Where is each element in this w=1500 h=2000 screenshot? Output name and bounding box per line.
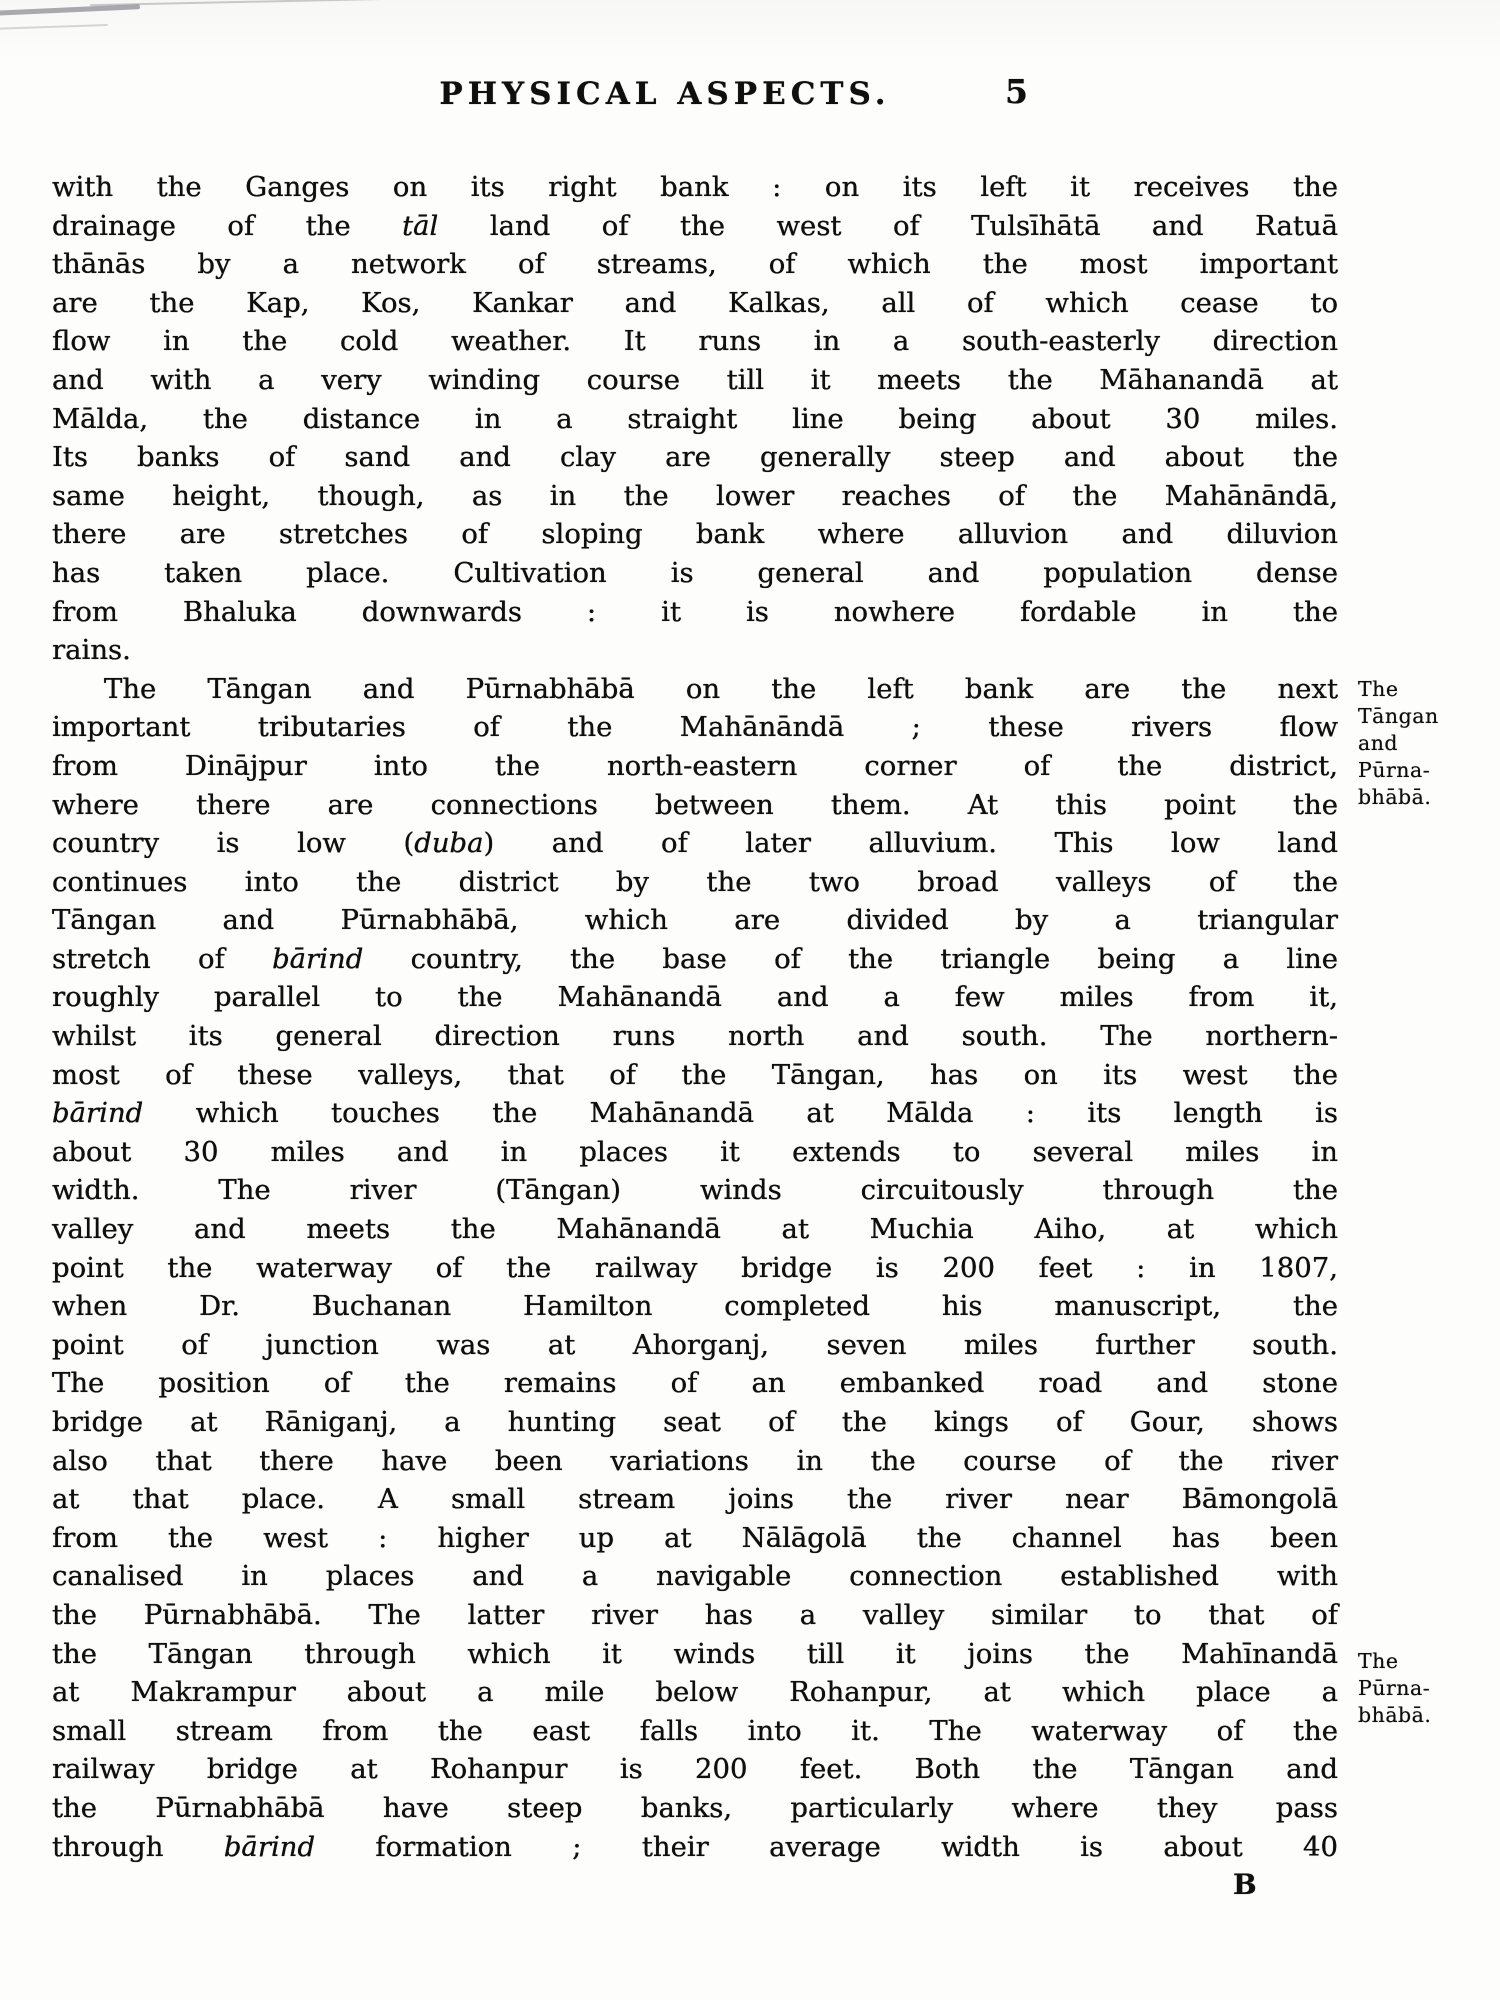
text-line: also that there have been variations in the course of the river [52, 1444, 1338, 1477]
text-line: Pūrna- [1358, 1676, 1431, 1700]
text-line: width. The river (Tāngan) winds circuitously through the [52, 1174, 1338, 1207]
text-line: the Tāngan through which it winds till it joins the Mahīnandā [52, 1637, 1338, 1670]
text-line: The Tāngan and Pūrnabhābā on the left bank are the next [104, 672, 1338, 705]
text-line: point of junction was at Ahorganj, seven miles further south. [52, 1328, 1338, 1361]
page-number: 5 [1005, 72, 1028, 111]
text-line: through bārind formation ; their average width is about 40 [52, 1830, 1338, 1863]
text-line: from Dinājpur into the north-eastern corner of the district, [52, 749, 1338, 782]
paragraph-2 [52, 670, 1338, 1866]
text-line: thānās by a network of streams, of which the most important [52, 248, 1338, 281]
text-line: Mālda, the distance in a straight line being about 30 miles. [52, 402, 1338, 435]
scan-artifact [0, 4, 140, 17]
text-line: valley and meets the Mahānandā at Muchia Aiho, at which [52, 1213, 1338, 1246]
text-line: Tāngan [1358, 704, 1439, 728]
text-line: with the Ganges on its right bank : on its left it receives the [52, 171, 1338, 203]
text-line: from the west : higher up at Nālāgolā the channel has been [52, 1521, 1338, 1554]
text-line: the Pūrnabhābā. The latter river has a valley similar to that of [52, 1598, 1338, 1631]
text-line: rains. [52, 634, 131, 667]
text-line: flow in the cold weather. It runs in a south-easterly direction [52, 325, 1338, 358]
paragraph-1 [52, 168, 1338, 670]
text-line: bārind which touches the Mahānandā at Mālda : its length is [52, 1097, 1338, 1130]
text-line: The [1358, 677, 1399, 701]
text-line: has taken place. Cultivation is general and population dense [52, 556, 1338, 589]
text-line: when Dr. Buchanan Hamilton completed his manuscript, the [52, 1290, 1338, 1323]
text-line: canalised in places and a navigable connection established with [52, 1560, 1338, 1593]
signature-mark: B [1233, 1868, 1258, 1901]
text-line: bhābā. [1358, 785, 1432, 809]
text-line: drainage of the tāl land of the west of Tulsīhātā and Ratuā [52, 209, 1338, 242]
text-line: railway bridge at Rohanpur is 200 feet. Both the Tāngan and [52, 1753, 1338, 1786]
text-line: country is low (duba) and of later alluvium. This low land [52, 827, 1338, 860]
text-line: are the Kap, Kos, Kankar and Kalkas, all of which cease to [52, 286, 1338, 319]
text-line: Pūrna- [1358, 758, 1431, 782]
text-line: continues into the district by the two broad valleys of the [52, 865, 1338, 898]
text-line: at that place. A small stream joins the river near Bāmongolā [52, 1483, 1338, 1516]
text-line: roughly parallel to the Mahānandā and a few miles from it, [52, 981, 1338, 1014]
text-line: same height, though, as in the lower reaches of the Mahānāndā, [52, 479, 1338, 512]
margin-note-purnabhaba [1358, 1648, 1490, 1729]
text-line: bridge at Rāniganj, a hunting seat of the kings of Gour, shows [52, 1406, 1338, 1438]
text-line: The [1358, 1649, 1399, 1673]
text-line: important tributaries of the Mahānāndā ; these rivers flow [52, 711, 1338, 744]
text-line: Tāngan and Pūrnabhābā, which are divided by a triangular [52, 904, 1338, 937]
text-line: where there are connections between them. At this point the [52, 788, 1338, 821]
text-line: the Pūrnabhābā have steep banks, particularly where they pass [52, 1791, 1338, 1824]
text-line: whilst its general direction runs north and south. The northern- [52, 1020, 1338, 1053]
running-header-title: PHYSICAL ASPECTS. [439, 76, 891, 112]
text-line: bhābā. [1358, 1703, 1432, 1727]
margin-note-tangan-purnabhaba [1358, 676, 1490, 811]
text-line: Its banks of sand and clay are generally steep and about the [52, 441, 1338, 474]
text-line: stretch of bārind country, the base of the triangle being a line [52, 942, 1338, 975]
body-text [52, 168, 1338, 1866]
text-line: there are stretches of sloping bank where alluvion and diluvion [52, 518, 1338, 551]
text-line: most of these valleys, that of the Tāngan, has on its west the [52, 1058, 1338, 1091]
text-line: from Bhaluka downwards : it is nowhere fordable in the [52, 595, 1338, 628]
text-line: small stream from the east falls into it. The waterway of the [52, 1714, 1338, 1747]
text-line: The position of the remains of an embanked road and stone [52, 1367, 1338, 1400]
text-line: about 30 miles and in places it extends to several miles in [52, 1135, 1338, 1168]
text-line: and with a very winding course till it meets the Māhanandā at [52, 363, 1338, 396]
text-line: and [1358, 731, 1399, 755]
scan-artifact [0, 24, 108, 30]
text-line: at Makrampur about a mile below Rohanpur, at which place a [52, 1676, 1338, 1709]
text-line: point the waterway of the railway bridge is 200 feet : in 1807, [52, 1251, 1338, 1284]
